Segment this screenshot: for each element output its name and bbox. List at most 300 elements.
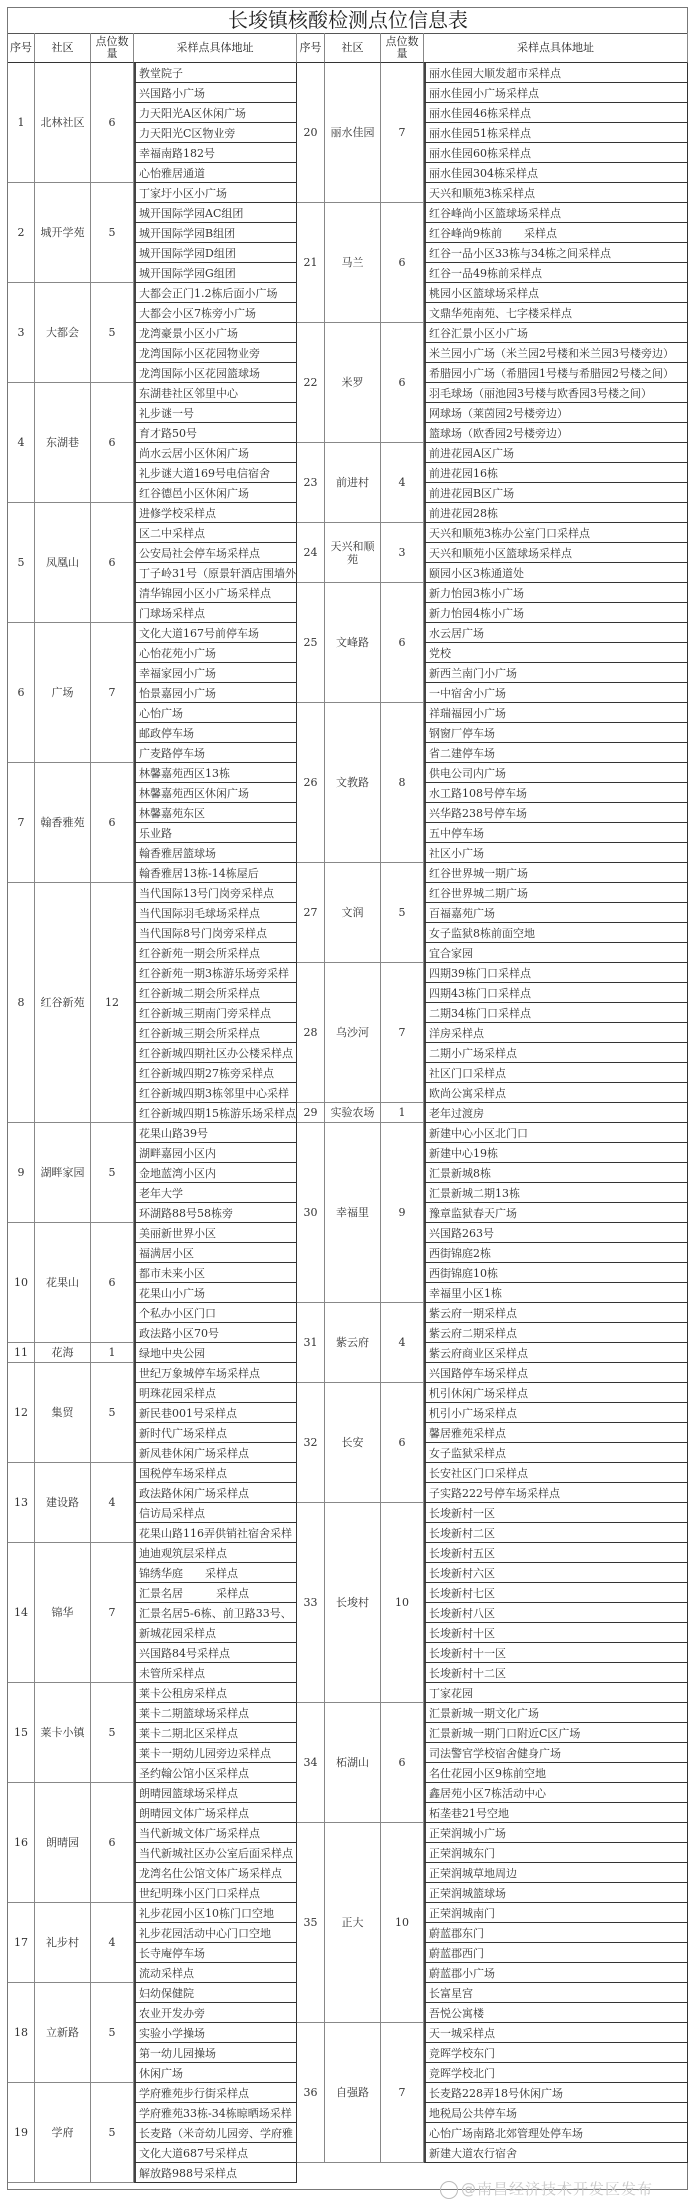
address-cell: 长埈新村十二区 xyxy=(424,1663,688,1683)
address-cell: 第一幼儿园操场 xyxy=(134,2043,297,2063)
address-cell: 红谷世界城一期广场 xyxy=(424,863,688,883)
community-name: 花海 xyxy=(35,1343,91,1363)
address-cell: 长埈新村七区 xyxy=(424,1583,688,1603)
address-cell: 老年大学 xyxy=(134,1183,297,1203)
point-count: 7 xyxy=(381,2023,424,2163)
community-name: 正大 xyxy=(325,1823,381,2023)
address-cell: 信访局采样点 xyxy=(134,1503,297,1523)
address-cell: 休闲广场 xyxy=(134,2063,297,2083)
address-cell: 水云居广场 xyxy=(424,623,688,643)
address-cell: 绿地中央公园 xyxy=(134,1343,297,1363)
point-count: 5 xyxy=(91,1123,134,1223)
address-cell: 二期小广场采样点 xyxy=(424,1043,688,1063)
address-cell: 兴国路84号采样点 xyxy=(134,1643,297,1663)
address-cell: 当代国际13号门岗旁采样点 xyxy=(134,883,297,903)
community-name: 广场 xyxy=(35,623,91,763)
address-cell: 米兰园小广场（米兰园2号楼和米兰园3号楼旁边） xyxy=(424,343,688,363)
address-cell: 百福嘉苑广场 xyxy=(424,903,688,923)
address-cell: 前进花园B区广场 xyxy=(424,483,688,503)
address-cell: 祥瑞福园小广场 xyxy=(424,703,688,723)
address-cell: 翰香雅居篮球场 xyxy=(134,843,297,863)
point-count: 5 xyxy=(91,1683,134,1783)
address-cell: 新建中心小区北门口 xyxy=(424,1123,688,1143)
row-seq: 11 xyxy=(8,1343,35,1363)
address-cell: 心怡广场 xyxy=(134,703,297,723)
address-cell: 花果山路39号 xyxy=(134,1123,297,1143)
address-cell: 进修学校采样点 xyxy=(134,503,297,523)
address-cell: 美丽新世界小区 xyxy=(134,1223,297,1243)
address-cell: 长埈新村十区 xyxy=(424,1623,688,1643)
address-cell: 礼步谜大道169号电信宿舍 xyxy=(134,463,297,483)
address-cell: 汇景新城二期13栋 xyxy=(424,1183,688,1203)
address-cell: 流动采样点 xyxy=(134,1963,297,1983)
watermark xyxy=(440,2178,653,2199)
address-cell: 红谷新城四期15栋游乐场采样点 xyxy=(134,1103,297,1123)
address-cell: 兴国路小广场 xyxy=(134,83,297,103)
address-cell: 长安社区门口采样点 xyxy=(424,1463,688,1483)
address-cell: 汇景名居 采样点 xyxy=(134,1583,297,1603)
address-cell: 世纪万象城停车场采样点 xyxy=(134,1363,297,1383)
address-cell: 实验小学操场 xyxy=(134,2023,297,2043)
address-cell: 林馨嘉苑东区 xyxy=(134,803,297,823)
row-seq: 20 xyxy=(297,63,325,203)
address-cell: 丁家圩小区小广场 xyxy=(134,183,297,203)
point-count: 8 xyxy=(381,703,424,863)
community-name: 凤凰山 xyxy=(35,503,91,623)
address-cell: 红谷德邑小区休闲广场 xyxy=(134,483,297,503)
address-cell: 邮政停车场 xyxy=(134,723,297,743)
address-cell: 红谷新城四期3栋邻里中心采样 xyxy=(134,1083,297,1103)
address-cell: 红谷新城三期南门旁采样点 xyxy=(134,1003,297,1023)
address-cell: 心怡广场南路北郊管理处停车场 xyxy=(424,2123,688,2143)
address-cell: 幸福家园小广场 xyxy=(134,663,297,683)
address-cell: 朗晴园文体广场采样点 xyxy=(134,1803,297,1823)
community-name: 莱卡小镇 xyxy=(35,1683,91,1783)
point-count: 4 xyxy=(381,443,424,523)
row-seq: 34 xyxy=(297,1703,325,1823)
address-cell: 心怡雅居通道 xyxy=(134,163,297,183)
address-cell: 新民巷001号采样点 xyxy=(134,1403,297,1423)
community-name: 前进村 xyxy=(325,443,381,523)
point-count: 6 xyxy=(381,1383,424,1503)
address-cell: 司法警官学校宿舍健身广场 xyxy=(424,1743,688,1763)
address-cell: 大都会正门1.2栋后面小广场 xyxy=(134,283,297,303)
community-name: 礼步村 xyxy=(35,1903,91,1983)
address-cell: 兴华路238号停车场 xyxy=(424,803,688,823)
address-cell: 前进花园28栋 xyxy=(424,503,688,523)
row-seq: 30 xyxy=(297,1123,325,1303)
point-count: 6 xyxy=(91,1783,134,1903)
address-cell: 四期39栋门口采样点 xyxy=(424,963,688,983)
row-seq: 22 xyxy=(297,323,325,443)
address-cell: 未管所采样点 xyxy=(134,1663,297,1683)
point-count: 9 xyxy=(381,1123,424,1303)
address-cell: 国税停车场采样点 xyxy=(134,1463,297,1483)
row-seq: 14 xyxy=(8,1543,35,1683)
address-cell: 莱卡公租房采样点 xyxy=(134,1683,297,1703)
address-cell: 党校 xyxy=(424,643,688,663)
address-cell: 子实路222号停车场采样点 xyxy=(424,1483,688,1503)
row-seq: 5 xyxy=(8,503,35,623)
address-cell: 欧尚公寓采样点 xyxy=(424,1083,688,1103)
header-address-left: 采样点具体地址 xyxy=(134,33,297,63)
address-cell: 新力怡园3栋小广场 xyxy=(424,583,688,603)
row-seq: 17 xyxy=(8,1903,35,1983)
address-cell: 农业开发办旁 xyxy=(134,2003,297,2023)
address-cell: 当代新城文体广场采样点 xyxy=(134,1823,297,1843)
address-cell: 教堂院子 xyxy=(134,63,297,83)
address-cell: 老年过渡房 xyxy=(424,1103,688,1123)
address-cell: 红谷峰尚9栋前 采样点 xyxy=(424,223,688,243)
address-cell: 丽水佳园304栋采样点 xyxy=(424,163,688,183)
address-cell: 文化大道167号前停车场 xyxy=(134,623,297,643)
address-cell: 柘垄巷21号空地 xyxy=(424,1803,688,1823)
address-cell: 长埈新村五区 xyxy=(424,1543,688,1563)
header-count-right: 点位数量 xyxy=(381,33,424,63)
address-cell: 红谷新城四期社区办公楼采样点 xyxy=(134,1043,297,1063)
point-count: 5 xyxy=(91,2083,134,2183)
address-cell: 花果山路116弄供销社宿舍采样 xyxy=(134,1523,297,1543)
address-cell: 当代新城社区办公室后面采样点 xyxy=(134,1843,297,1863)
community-name: 锦华 xyxy=(35,1543,91,1683)
address-cell: 丁家花园 xyxy=(424,1683,688,1703)
community-name: 文教路 xyxy=(325,703,381,863)
address-cell: 馨居雅苑采样点 xyxy=(424,1423,688,1443)
point-count: 5 xyxy=(91,283,134,383)
row-seq: 19 xyxy=(8,2083,35,2183)
address-cell: 城开国际学园B组团 xyxy=(134,223,297,243)
community-name: 东湖巷 xyxy=(35,383,91,503)
row-seq: 16 xyxy=(8,1783,35,1903)
row-seq: 3 xyxy=(8,283,35,383)
address-cell: 正荣润城草地周边 xyxy=(424,1863,688,1883)
address-cell: 兴国路停车场采样点 xyxy=(424,1363,688,1383)
address-cell: 东湖巷社区邻里中心 xyxy=(134,383,297,403)
point-count: 5 xyxy=(381,863,424,963)
address-cell: 丽水佳园46栋采样点 xyxy=(424,103,688,123)
address-cell: 天一城采样点 xyxy=(424,2023,688,2043)
address-cell: 正荣润城篮球场 xyxy=(424,1883,688,1903)
row-seq: 21 xyxy=(297,203,325,323)
community-name: 翰香雅苑 xyxy=(35,763,91,883)
row-seq: 12 xyxy=(8,1363,35,1463)
address-cell: 林馨嘉苑西区13栋 xyxy=(134,763,297,783)
address-cell: 莱卡二期北区采样点 xyxy=(134,1723,297,1743)
address-cell: 桃园小区篮球场采样点 xyxy=(424,283,688,303)
address-cell: 龙湾国际小区花园物业旁 xyxy=(134,343,297,363)
address-cell: 礼步谜一号 xyxy=(134,403,297,423)
header-seq-left: 序号 xyxy=(8,33,35,63)
address-cell: 颐园小区3栋通道处 xyxy=(424,563,688,583)
address-cell: 兴国路263号 xyxy=(424,1223,688,1243)
address-cell: 新建大道农行宿舍 xyxy=(424,2143,688,2163)
row-seq: 28 xyxy=(297,963,325,1103)
point-count: 12 xyxy=(91,883,134,1123)
row-seq: 35 xyxy=(297,1823,325,2023)
row-seq: 1 xyxy=(8,63,35,183)
row-seq: 18 xyxy=(8,1983,35,2083)
address-cell: 政法路休闲广场采样点 xyxy=(134,1483,297,1503)
address-cell: 新力怡园4栋小广场 xyxy=(424,603,688,623)
community-name: 自强路 xyxy=(325,2023,381,2163)
community-name: 米罗 xyxy=(325,323,381,443)
community-name: 幸福里 xyxy=(325,1123,381,1303)
community-name: 柘湖山 xyxy=(325,1703,381,1823)
address-cell: 四期43栋门口采样点 xyxy=(424,983,688,1003)
address-cell: 文化大道687号采样点 xyxy=(134,2143,297,2163)
address-cell: 力天阳光C区物业旁 xyxy=(134,123,297,143)
address-cell: 宜合家园 xyxy=(424,943,688,963)
community-name: 长安 xyxy=(325,1383,381,1503)
address-cell: 吾悦公寓楼 xyxy=(424,2003,688,2023)
point-count: 6 xyxy=(91,383,134,503)
address-cell: 门球场采样点 xyxy=(134,603,297,623)
header-community-left: 社区 xyxy=(35,33,91,63)
address-cell: 紫云府二期采样点 xyxy=(424,1323,688,1343)
address-cell: 长富星宫 xyxy=(424,1983,688,2003)
row-seq: 23 xyxy=(297,443,325,523)
address-cell: 丽水佳园小广场采样点 xyxy=(424,83,688,103)
address-cell: 社区门口采样点 xyxy=(424,1063,688,1083)
community-name: 文润 xyxy=(325,863,381,963)
community-name: 大都会 xyxy=(35,283,91,383)
address-cell: 名仕花园小区9栋前空地 xyxy=(424,1763,688,1783)
address-cell: 幸福南路182号 xyxy=(134,143,297,163)
row-seq: 26 xyxy=(297,703,325,863)
address-cell: 翰香雅居13栋-14栋屋后 xyxy=(134,863,297,883)
address-cell: 礼步花园小区10栋门口空地 xyxy=(134,1903,297,1923)
address-cell: 福满居小区 xyxy=(134,1243,297,1263)
point-count: 4 xyxy=(381,1303,424,1383)
community-name: 实验农场 xyxy=(325,1103,381,1123)
address-cell: 长埈新村一区 xyxy=(424,1503,688,1523)
address-cell: 红谷一品小区33栋与34栋之间采样点 xyxy=(424,243,688,263)
point-count: 5 xyxy=(91,1363,134,1463)
point-count: 5 xyxy=(91,1983,134,2083)
row-seq: 6 xyxy=(8,623,35,763)
address-cell: 前进花园16栋 xyxy=(424,463,688,483)
weibo-icon xyxy=(440,2181,458,2199)
address-cell: 乐业路 xyxy=(134,823,297,843)
address-cell: 天兴和顺苑3栋办公室门口采样点 xyxy=(424,523,688,543)
address-cell: 正荣润城南门 xyxy=(424,1903,688,1923)
community-name: 学府 xyxy=(35,2083,91,2183)
address-cell: 城开国际学园AC组团 xyxy=(134,203,297,223)
address-cell: 心怡花苑小广场 xyxy=(134,643,297,663)
point-count: 10 xyxy=(381,1823,424,2023)
address-cell: 五中停车场 xyxy=(424,823,688,843)
row-seq: 33 xyxy=(297,1503,325,1703)
address-cell: 丽水佳园51栋采样点 xyxy=(424,123,688,143)
address-cell: 朗晴园篮球场采样点 xyxy=(134,1783,297,1803)
community-name: 湖畔家园 xyxy=(35,1123,91,1223)
point-count: 6 xyxy=(91,503,134,623)
point-count: 1 xyxy=(91,1343,134,1363)
address-cell: 尚水云居小区休闲广场 xyxy=(134,443,297,463)
address-cell: 钢窗厂停车场 xyxy=(424,723,688,743)
address-cell: 力天阳光A区休闲广场 xyxy=(134,103,297,123)
address-cell: 女子监狱采样点 xyxy=(424,1443,688,1463)
point-count: 6 xyxy=(381,1703,424,1823)
address-cell: 清华锦园小区小广场采样点 xyxy=(134,583,297,603)
watermark-text: @南昌经济技术开发区发布 xyxy=(461,2180,654,2198)
address-cell: 学府雅苑33栋-34栋晾晒场采样 xyxy=(134,2103,297,2123)
address-cell: 红谷新城四期27栋旁采样点 xyxy=(134,1063,297,1083)
address-cell: 汇景名居5-6栋、前卫路33号、 xyxy=(134,1603,297,1623)
address-cell: 新西兰南门小广场 xyxy=(424,663,688,683)
address-cell: 省二建停车场 xyxy=(424,743,688,763)
address-cell: 大都会小区7栋旁小广场 xyxy=(134,303,297,323)
address-cell: 龙湾名仕公馆文体广场采样点 xyxy=(134,1863,297,1883)
community-name: 紫云府 xyxy=(325,1303,381,1383)
address-cell: 新时代广场采样点 xyxy=(134,1423,297,1443)
address-cell: 个私办小区门口 xyxy=(134,1303,297,1323)
address-cell: 花果山小广场 xyxy=(134,1283,297,1303)
community-name: 朗晴园 xyxy=(35,1783,91,1903)
address-cell: 女子监狱8栋前面空地 xyxy=(424,923,688,943)
address-cell: 豫章监狱春天广场 xyxy=(424,1203,688,1223)
address-cell: 西街锦庭2栋 xyxy=(424,1243,688,1263)
point-count: 7 xyxy=(91,1543,134,1683)
row-seq: 13 xyxy=(8,1463,35,1543)
row-seq: 10 xyxy=(8,1223,35,1343)
page-title: 长埈镇核酸检测点位信息表 xyxy=(8,8,688,34)
row-seq: 29 xyxy=(297,1103,325,1123)
point-count: 7 xyxy=(381,63,424,203)
address-cell: 明珠花园采样点 xyxy=(134,1383,297,1403)
address-cell: 广麦路停车场 xyxy=(134,743,297,763)
community-name: 天兴和顺苑 xyxy=(325,523,381,583)
address-cell: 世纪明珠小区门口采样点 xyxy=(134,1883,297,1903)
address-cell: 竞晖学校北门 xyxy=(424,2063,688,2083)
community-name: 红谷新苑 xyxy=(35,883,91,1123)
address-cell: 育才路50号 xyxy=(134,423,297,443)
point-count: 7 xyxy=(381,963,424,1103)
address-cell: 新建中心19栋 xyxy=(424,1143,688,1163)
address-cell: 汇景新城一期文化广场 xyxy=(424,1703,688,1723)
point-count: 7 xyxy=(91,623,134,763)
address-cell: 机引小广场采样点 xyxy=(424,1403,688,1423)
address-cell: 汇景新城一期门口附近C区广场 xyxy=(424,1723,688,1743)
address-cell: 红谷新苑一期3栋游乐场旁采样 xyxy=(134,963,297,983)
point-count: 3 xyxy=(381,523,424,583)
address-cell: 汇景新城8栋 xyxy=(424,1163,688,1183)
address-cell: 蔚蓝郡东门 xyxy=(424,1923,688,1943)
address-cell: 蔚蓝郡小广场 xyxy=(424,1963,688,1983)
address-cell: 长麦路228弄18号休闲广场 xyxy=(424,2083,688,2103)
point-count: 1 xyxy=(381,1103,424,1123)
address-cell: 长寺庵停车场 xyxy=(134,1943,297,1963)
point-count: 6 xyxy=(381,203,424,323)
community-name: 花果山 xyxy=(35,1223,91,1343)
address-cell: 紫云府商业区采样点 xyxy=(424,1343,688,1363)
address-cell: 新城花园采样点 xyxy=(134,1623,297,1643)
address-cell: 迪迪观筑层采样点 xyxy=(134,1543,297,1563)
point-count: 6 xyxy=(381,583,424,703)
community-name: 乌沙河 xyxy=(325,963,381,1103)
point-count: 4 xyxy=(91,1463,134,1543)
row-seq: 27 xyxy=(297,863,325,963)
address-cell: 长麦路（米奇幼儿园旁、学府雅 xyxy=(134,2123,297,2143)
address-cell: 网球场（莱茵园2号楼旁边） xyxy=(424,403,688,423)
address-cell: 机引休闲广场采样点 xyxy=(424,1383,688,1403)
row-seq: 32 xyxy=(297,1383,325,1503)
address-cell: 长埈新村二区 xyxy=(424,1523,688,1543)
point-count: 6 xyxy=(91,1223,134,1343)
address-cell: 当代国际8号门岗旁采样点 xyxy=(134,923,297,943)
community-name: 文峰路 xyxy=(325,583,381,703)
community-name: 城开学苑 xyxy=(35,183,91,283)
address-cell: 一中宿舍小广场 xyxy=(424,683,688,703)
row-seq: 25 xyxy=(297,583,325,703)
community-name: 集贸 xyxy=(35,1363,91,1463)
row-seq: 24 xyxy=(297,523,325,583)
header-seq-right: 序号 xyxy=(297,33,325,63)
address-cell: 蔚蓝郡西门 xyxy=(424,1943,688,1963)
point-count: 10 xyxy=(381,1503,424,1703)
address-cell: 红谷新城三期会所采样点 xyxy=(134,1023,297,1043)
header-count-left: 点位数量 xyxy=(91,33,134,63)
address-cell: 西街锦庭10栋 xyxy=(424,1263,688,1283)
row-seq: 8 xyxy=(8,883,35,1123)
row-seq: 36 xyxy=(297,2023,325,2163)
address-cell: 希腊园小广场（希腊园1号楼与希腊园2号楼之间） xyxy=(424,363,688,383)
address-cell: 正荣润城小广场 xyxy=(424,1823,688,1843)
address-cell: 解放路988号采样点 xyxy=(134,2163,297,2183)
address-cell: 长埈新村十一区 xyxy=(424,1643,688,1663)
address-cell: 长埈新村六区 xyxy=(424,1563,688,1583)
address-cell: 锦绣华庭 采样点 xyxy=(134,1563,297,1583)
address-cell: 礼步花园活动中心门口空地 xyxy=(134,1923,297,1943)
address-cell: 水工路108号停车场 xyxy=(424,783,688,803)
address-cell: 正荣润城东门 xyxy=(424,1843,688,1863)
address-cell: 林馨嘉苑西区休闲广场 xyxy=(134,783,297,803)
address-cell: 篮球场（欧香园2号楼旁边） xyxy=(424,423,688,443)
row-seq: 2 xyxy=(8,183,35,283)
address-cell: 前进花园A区广场 xyxy=(424,443,688,463)
row-seq: 7 xyxy=(8,763,35,883)
community-name: 北林社区 xyxy=(35,63,91,183)
address-cell: 公安局社会停车场采样点 xyxy=(134,543,297,563)
point-count: 4 xyxy=(91,1903,134,1983)
point-count: 6 xyxy=(381,323,424,443)
community-name: 建设路 xyxy=(35,1463,91,1543)
row-seq: 9 xyxy=(8,1123,35,1223)
address-cell: 湖畔嘉园小区内 xyxy=(134,1143,297,1163)
row-seq: 4 xyxy=(8,383,35,503)
address-cell: 幸福里小区1栋 xyxy=(424,1283,688,1303)
address-cell: 羽毛球场（丽池园3号楼与欧香园3号楼之间） xyxy=(424,383,688,403)
address-cell: 新凤巷休闲广场采样点 xyxy=(134,1443,297,1463)
address-cell: 龙湾国际小区花园篮球场 xyxy=(134,363,297,383)
address-cell: 当代国际羽毛球场采样点 xyxy=(134,903,297,923)
address-cell: 鑫居苑小区7栋活动中心 xyxy=(424,1783,688,1803)
address-cell: 天兴和顺苑3栋采样点 xyxy=(424,183,688,203)
address-cell: 丽水佳园60栋采样点 xyxy=(424,143,688,163)
point-count: 5 xyxy=(91,183,134,283)
address-cell: 莱卡二期篮球场采样点 xyxy=(134,1703,297,1723)
row-seq: 31 xyxy=(297,1303,325,1383)
address-cell: 怡景嘉园小广场 xyxy=(134,683,297,703)
community-name: 长埈村 xyxy=(325,1503,381,1703)
address-cell: 丁子岭31号（原景轩酒店围墙外 xyxy=(134,563,297,583)
address-cell: 二期34栋门口采样点 xyxy=(424,1003,688,1023)
point-count: 6 xyxy=(91,763,134,883)
address-cell: 供电公司内广场 xyxy=(424,763,688,783)
address-cell: 莱卡一期幼儿园旁边采样点 xyxy=(134,1743,297,1763)
address-cell: 文鼎华苑南苑、七字楼采样点 xyxy=(424,303,688,323)
address-cell: 红谷峰尚小区篮球场采样点 xyxy=(424,203,688,223)
